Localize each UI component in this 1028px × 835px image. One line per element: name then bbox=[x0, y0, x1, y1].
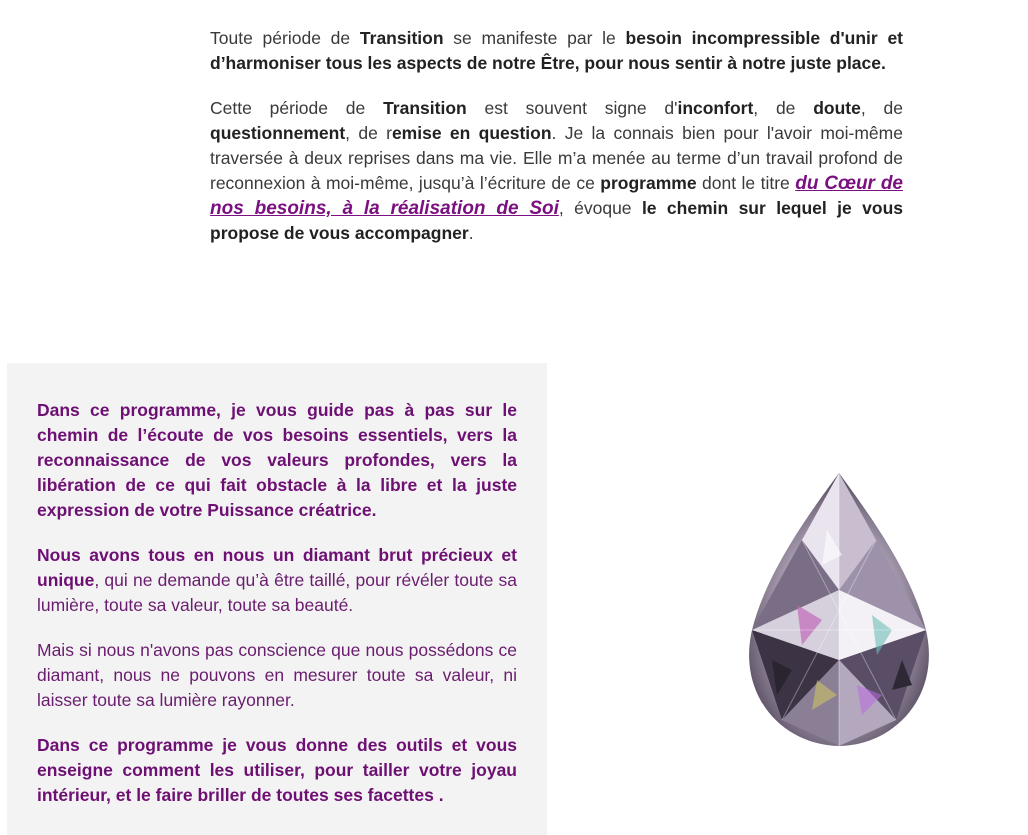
box-paragraph-1 bbox=[37, 398, 517, 523]
text: , de r bbox=[345, 123, 392, 143]
text: est souvent signe d' bbox=[466, 98, 678, 118]
bold-text: inconfort bbox=[677, 98, 754, 118]
text: , de bbox=[753, 98, 814, 118]
program-title-link[interactable]: du Cœur de nos besoins, à la réalisation de Soi bbox=[210, 173, 903, 219]
bold-text: Transition bbox=[359, 28, 444, 48]
pear-diamond-icon bbox=[742, 470, 936, 748]
program-description-box bbox=[7, 363, 547, 835]
bold-text: besoin incompressible d'unir et d’harmoniser tous les aspects de notre Être, pour nous sentir à notre juste place. bbox=[210, 28, 904, 73]
bold-text: programme bbox=[600, 173, 697, 193]
text: se manifeste par le bbox=[443, 28, 626, 48]
text: . Je la connais bien pour l'avoir moi-même traversée à deux reprises dans ma vie. Elle m’a menée au terme d’un travail profond de reconnexion à moi-même, jusqu’à l’écriture de ce bbox=[210, 123, 903, 193]
bold-text: doute bbox=[813, 98, 861, 118]
text: Toute période de bbox=[210, 28, 360, 48]
intro-paragraph-1 bbox=[210, 26, 903, 76]
box-text bbox=[37, 398, 517, 828]
intro-paragraph-2 bbox=[210, 96, 903, 246]
text: . bbox=[468, 223, 474, 243]
text: Cette période de bbox=[210, 98, 384, 118]
box-paragraph-3 bbox=[37, 638, 517, 713]
bold-text: Dans ce programme je vous donne des outils et vous enseigne comment les utiliser, pour tailler votre joyau intérieur, et le faire briller de toutes ses facettes . bbox=[37, 735, 517, 805]
intro-section bbox=[210, 26, 903, 266]
text: , de bbox=[860, 98, 903, 118]
box-paragraph-2 bbox=[37, 543, 517, 618]
text: , qui ne demande qu’à être taillé, pour révéler toute sa lumière, toute sa valeur, toute sa beauté. bbox=[37, 570, 517, 615]
bold-text: questionnement bbox=[210, 123, 346, 143]
bold-text: le chemin sur lequel je vous propose de vous accompagner bbox=[210, 198, 903, 243]
bold-text: Dans ce programme, je vous guide pas à pas sur le chemin de l’écoute de vos besoins essentiels, vers la reconnaissance de vos valeurs profondes, vers la libération de ce qui fait obstacle à la libre et la juste expression de votre Puissance créatrice. bbox=[37, 400, 517, 520]
box-paragraph-4 bbox=[37, 733, 517, 808]
text: Mais si nous n'avons pas conscience que nous possédons ce diamant, nous ne pouvons en mesurer toute sa valeur, ni laisser toute sa lumière rayonner. bbox=[37, 640, 517, 710]
bold-text: Transition bbox=[383, 98, 467, 118]
text: dont le titre bbox=[696, 173, 796, 193]
bold-text: emise en question bbox=[391, 123, 552, 143]
text: , évoque bbox=[558, 198, 642, 218]
bold-text: Nous avons tous en nous un diamant brut précieux et unique bbox=[37, 545, 517, 590]
